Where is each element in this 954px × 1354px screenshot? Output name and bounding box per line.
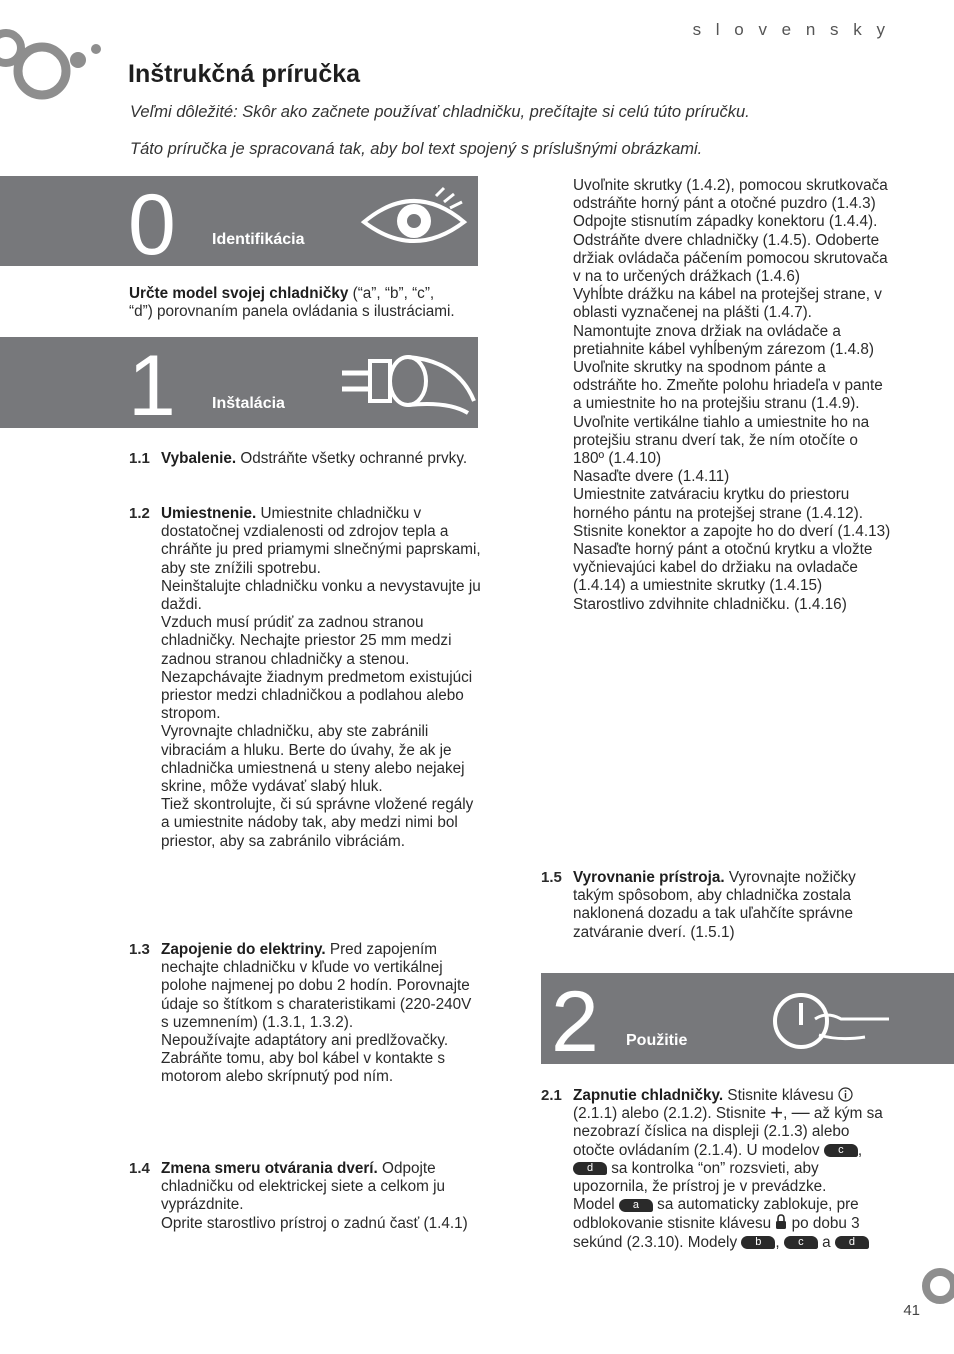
item-text: Zabráňte tomu, aby bol kábel v kontakte s motorom alebo skrípnutý pod ním. [161, 1050, 446, 1086]
item-heading: Zmena smeru otvárania dverí. [161, 1160, 378, 1177]
item-text: kým sa nezobrazí číslica na displeji (2.1.3) alebo otočte ovládaním (2.1.4). U modelov [573, 1105, 883, 1159]
info-icon [838, 1087, 853, 1102]
item-text: a [822, 1233, 831, 1251]
item-text: Vyrovnajte chladničku, aby ste zabránili vibraciám a hluku. Berte do úvahy, že ak je chladnička umiestnená u steny alebo nejakej skrine, môže vydávať slabý hluk. [161, 723, 465, 796]
model-c-badge: c [824, 1144, 858, 1157]
item-text: Odstráňte všetky ochranné prvky. [240, 450, 468, 467]
item-text: Tiež skontrolujte, či sú správne vložené regály a umiestnite nádoby tak, aby medzi nimi bol priestor, aby sa zabránilo vibráciám. [161, 796, 474, 850]
item-text: až [813, 1105, 831, 1123]
step-text: Nasaďte horný pánt a otočnú krytku a vložte vyčnievajúci kabel do držiaku na ovladače (1.4.14) a umiestnite skrutky (1.4.15) [573, 541, 873, 595]
item-number: 1.1 [129, 450, 150, 467]
item-heading: Zapnutie chladničky. [573, 1087, 724, 1104]
item-text: Model [573, 1196, 615, 1214]
section-label: Inštalácia [212, 395, 285, 412]
item-text: Neinštalujte chladničku vonku a nevystavujte ju daždi. [161, 577, 481, 614]
identification-rest-2: “d”) porovnaním panela ovládania s ilustráciami. [129, 303, 455, 321]
item-text: Nepoužívajte adaptátory ani predlžovačky. [161, 1032, 449, 1050]
section-label: Identifikácia [212, 231, 305, 248]
page-number: 41 [903, 1302, 920, 1319]
section-number: 2 [551, 974, 599, 1070]
section-identification-header [0, 176, 478, 273]
section-label: Použitie [626, 1032, 688, 1049]
model-d-badge: d [573, 1162, 607, 1175]
lock-icon [775, 1214, 787, 1230]
item-heading: Zapojenie do elektriny. [161, 941, 326, 958]
item-text: (2.1.1) alebo (2.1.2). Stisnite [573, 1105, 767, 1123]
item-number: 1.2 [129, 505, 150, 522]
model-d-badge: d [835, 1236, 869, 1249]
item-number: 1.4 [129, 1160, 150, 1177]
step-text: Uvoľnite skrutky (1.4.2), pomocou skrutkovača odstráňte horný pánt a otočné puzdro (1.4.3) [573, 177, 888, 213]
identification-text [129, 285, 489, 321]
minus-icon: — [791, 1102, 810, 1123]
item-text: sa automaticky zablokuje, pre odblokovanie stisnite klávesu [573, 1196, 859, 1233]
decorative-circle [918, 1266, 954, 1306]
eye-icon [358, 186, 470, 256]
brand-logo [0, 20, 110, 105]
identification-bold: Určte model svojej chladničky [129, 285, 349, 302]
item-number: 2.1 [541, 1087, 562, 1104]
item-text: Oprite starostlivo prístroj o zadnú časť (1.4.1) [161, 1214, 468, 1232]
step-text: Uvoľnite vertikálne tiahlo a umiestnite ho na protejšiu stranu dverí tak, že ním otočíte o 180º (1.4.10) [573, 413, 870, 468]
item-number: 1.5 [541, 869, 562, 886]
plug-icon [338, 351, 476, 415]
plus-icon: + [770, 1100, 784, 1126]
step-text: Vyhĺbte drážku na kábel na protejšej strane, v oblasti vyznačenej na plášti (1.4.7). Namontujte znova držiak na ovládače a pretiahnite kábel vyhĺbeným zárezom (1.4.8) [573, 286, 882, 358]
item-heading: Vybalenie. [161, 450, 237, 467]
step-text: Odpojte stisnutím západky konektoru (1.4.4). Odstráňte dvere chladničky (1.4.5). Odoberte držiak ovládača páčením pomocou skrutovača v na to určených drážkach (1.4.6) [573, 213, 888, 286]
item-text: Odpojte chladničku od elektrickej siete a celkom ju vyprázdnite. [161, 1160, 445, 1214]
step-text: Starostlivo zdvihnite chladničku. (1.4.16) [573, 595, 847, 613]
item-text: Vyrovnajte nožičky takým spôsobom, aby chladnička zostala naklonená dozadu a tak uľahčíte správne zatváranie dverí. (1.5.1) [573, 869, 856, 941]
item-heading: Umiestnenie. [161, 505, 257, 522]
section-number: 1 [128, 338, 176, 434]
section-usage-header [541, 973, 954, 1070]
model-c-badge: c [784, 1236, 818, 1249]
power-button-icon [769, 989, 893, 1053]
intro-note: Táto príručka je spracovaná tak, aby bol text spojený s príslušnými obrázkami. [130, 140, 703, 158]
item-text: sa kontrolka “on” rozsvieti, aby upozornila, že prístroj je v prevádzke. [573, 1159, 827, 1196]
item-number: 1.3 [129, 941, 150, 958]
section-installation-header [0, 337, 478, 434]
item-text: Umiestnite chladničku v dostatočnej vzdialenosti od zdrojov tepla a chráňte ju pred priamymi slnečnými paprskami, aby ste znížili spotrebu. [161, 505, 481, 577]
step-text: Uvoľnite skrutky na spodnom pánte a odstráňte ho. Zmeňte polohu hriadeľa v pante a umiestnite ho na protejšiu stranu (1.4.9). [573, 359, 883, 413]
model-b-badge: b [741, 1236, 775, 1249]
intro-warning: Veľmi dôležité: Skôr ako začnete používať chladničku, prečítajte si celú túto príručku. [130, 103, 750, 121]
section-number: 0 [128, 177, 176, 273]
item-text: Vzduch musí prúdiť za zadnou stranou chladničky. Nechajte priestor 25 mm medzi zadnou stranou chladničky a stenou. Nezapchávajte žiadnym predmetom existujúci priestor medzi chladničkou a podlahou alebo stropom. [161, 614, 473, 723]
item-text: po dobu 3 sekúnd (2.3.10). Modely [573, 1215, 860, 1251]
identification-rest-1: (“a”, “b”, “c”, [348, 285, 435, 302]
model-a-badge: a [619, 1199, 653, 1212]
item-text: Stisnite klávesu [727, 1087, 834, 1104]
step-text: Umiestnite zatváraciu krytku do priestoru horného pántu na protejšej strane (1.4.12). Stisnite konektor a zapojte ho do dverí (1.4.13) [573, 486, 891, 540]
item-text: Pred zapojením nechajte chladničku v kľude vo vertikálnej polohe najmenej po dobu 2 hodín. Porovnajte údaje so štítkom s charateristikami (220-240V s uzemnením) (1.3.1, 1.3.2). [161, 941, 472, 1031]
right-column [573, 177, 893, 614]
step-text: Nasaďte dvere (1.4.11) [573, 468, 730, 486]
language-label: s l o v e n s k y [692, 20, 890, 39]
page-title: Inštrukčná príručka [128, 60, 361, 88]
item-heading: Vyrovnanie prístroja. [573, 869, 725, 886]
